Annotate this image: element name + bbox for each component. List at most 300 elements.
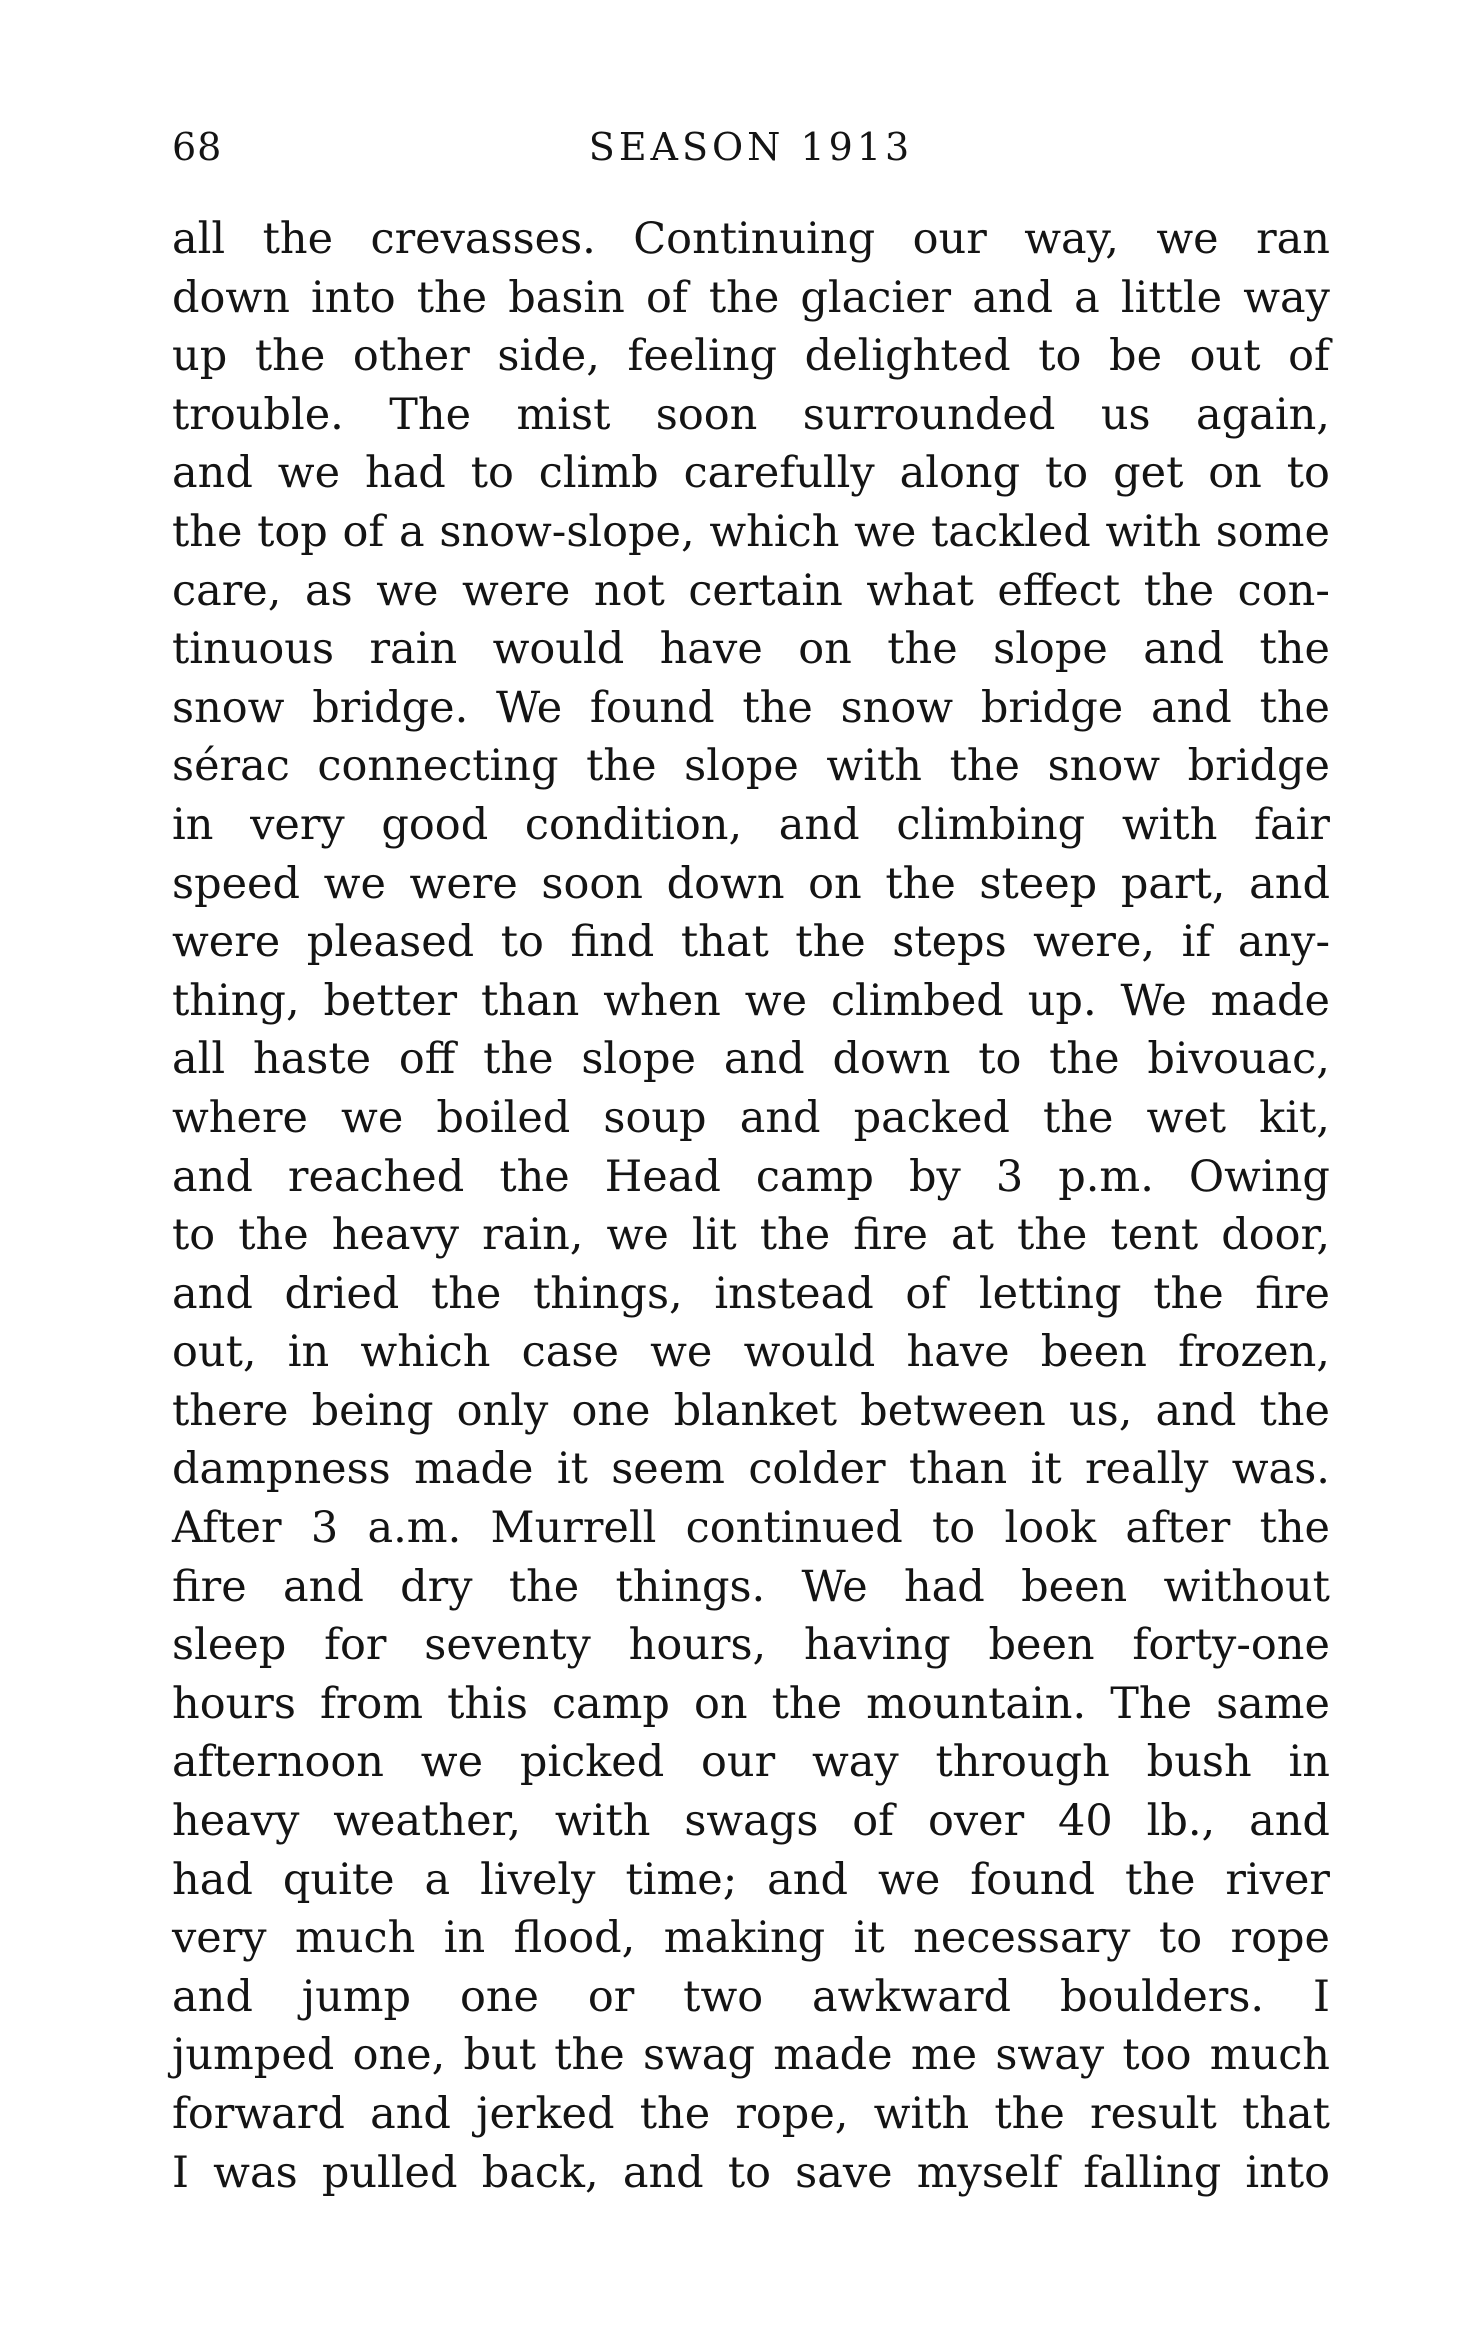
word: when [603, 975, 721, 1026]
word: colder [748, 1444, 886, 1495]
word: jerked [476, 2089, 615, 2139]
word: where [172, 1092, 308, 1143]
word: reached [287, 1151, 465, 1202]
word: lively [480, 1854, 596, 1905]
word: than [908, 1444, 1008, 1495]
word: lit [691, 1210, 737, 1261]
text-line [172, 972, 1330, 1031]
text-line [172, 1733, 1330, 1792]
word: we [878, 1854, 941, 1905]
word: at [950, 1210, 994, 1261]
running-title: SEASON 1913 [588, 125, 914, 169]
word: tackled [931, 506, 1091, 557]
word: that [680, 917, 769, 968]
word: p.m. [1058, 1151, 1154, 1202]
word: seventy [424, 1620, 591, 1671]
word: delighted [804, 331, 1011, 382]
word: in [287, 1327, 330, 1378]
word: sérac [172, 741, 290, 792]
word: which [709, 506, 840, 557]
word: and [1249, 1796, 1330, 1847]
word: glacier [800, 272, 952, 323]
text-line [172, 1206, 1330, 1265]
word: in [443, 1913, 486, 1964]
word: up. [1027, 975, 1097, 1026]
word: of [1288, 331, 1330, 382]
word: if [1181, 917, 1212, 968]
word: the [1259, 1385, 1330, 1436]
word: and [1249, 858, 1330, 909]
word: sleep [172, 1620, 287, 1671]
text-line [172, 1558, 1330, 1617]
text-line [172, 855, 1330, 914]
word: have [659, 624, 763, 675]
word: us [1100, 389, 1151, 440]
word: better [323, 975, 458, 1026]
word: instead [714, 1268, 874, 1319]
word: between [860, 1385, 1046, 1436]
word: the [885, 858, 956, 909]
word: dampness [172, 1444, 391, 1495]
word: what [866, 565, 974, 616]
word: down [172, 272, 290, 323]
word: after [1125, 1503, 1231, 1554]
word: in [172, 799, 214, 850]
word: rope, [735, 2089, 849, 2139]
word: too [1122, 2030, 1192, 2081]
word: climbed [830, 975, 1004, 1026]
word: forty-one [1132, 1620, 1330, 1671]
word: off [398, 1034, 456, 1085]
word: the [1153, 1268, 1224, 1319]
word: and [370, 2089, 451, 2139]
word: way [811, 1737, 899, 1788]
word: mountain. [866, 1678, 1087, 1729]
word: very [250, 799, 345, 850]
word: the [586, 741, 657, 792]
word: back, [481, 2147, 599, 2198]
word: little [1120, 272, 1223, 323]
word: fire [853, 1210, 928, 1261]
word: jump [301, 1971, 412, 2022]
word: pulled [321, 2147, 458, 2198]
word: surrounded [802, 389, 1056, 440]
word: the [1143, 565, 1215, 616]
text-line [172, 444, 1330, 503]
word: We [496, 682, 563, 733]
word: care, [172, 565, 282, 616]
word: Head [604, 1151, 721, 1202]
word: this [447, 1678, 528, 1729]
word: being [311, 1385, 434, 1436]
word: carefully [683, 448, 875, 499]
word: thing, [172, 975, 300, 1026]
word: with [1121, 799, 1218, 850]
word: camp [755, 1151, 874, 1202]
text-line [172, 210, 1330, 269]
word: we [420, 1737, 484, 1788]
word: some [1215, 506, 1330, 557]
word: the [1259, 1503, 1330, 1554]
word: part, [1120, 858, 1226, 909]
word: a [424, 1854, 451, 1905]
text-line [172, 1030, 1330, 1089]
word: door, [1221, 1210, 1330, 1261]
word: forward [172, 2089, 345, 2139]
word: The [389, 389, 472, 440]
word: along [899, 448, 1021, 499]
word: from [319, 1678, 424, 1729]
word: to [727, 2147, 772, 2198]
word: the [1259, 682, 1330, 733]
text-line [172, 327, 1330, 386]
word: continued [685, 1503, 903, 1554]
word: mist [516, 389, 611, 440]
word: certain [688, 565, 843, 616]
word: rain [369, 624, 458, 675]
word: slope [684, 741, 799, 792]
word: kit, [1259, 1092, 1330, 1143]
word: and [778, 799, 860, 850]
word: afternoon [172, 1737, 384, 1788]
word: out, [172, 1327, 257, 1378]
word: would [492, 624, 625, 675]
word: snow [840, 682, 954, 733]
text-line [172, 1499, 1330, 1558]
word: over [927, 1796, 1025, 1847]
word: way [1243, 272, 1330, 323]
word: with [1105, 506, 1202, 557]
word: I [1312, 1971, 1330, 2022]
word: and [723, 1034, 805, 1085]
word: snow [1047, 741, 1161, 792]
word: get [1113, 448, 1184, 499]
word: Murrell [490, 1503, 657, 1554]
word: our [912, 214, 987, 264]
word: and [172, 448, 253, 499]
word: soon [655, 389, 758, 440]
word: down [666, 858, 785, 909]
word: save [795, 2147, 893, 2198]
word: to [978, 1034, 1022, 1085]
word: blanket [673, 1385, 838, 1436]
word: letting [978, 1268, 1122, 1319]
word: to [1038, 331, 1082, 382]
word: or [587, 1971, 635, 2022]
word: we [744, 975, 808, 1026]
word: soon [541, 858, 643, 909]
word: than [480, 975, 580, 1026]
word: lb., [1146, 1796, 1216, 1847]
word: to [470, 448, 514, 499]
word: and [972, 272, 1054, 323]
word: we [376, 565, 439, 616]
word: were [409, 858, 518, 909]
text-line [172, 1968, 1330, 2027]
word: camp [551, 1678, 670, 1729]
word: We [801, 1561, 868, 1612]
word: ran [1256, 214, 1330, 264]
word: river [1225, 1854, 1330, 1905]
word: the [759, 1210, 831, 1261]
word: quite [282, 1854, 395, 1905]
word: way, [1024, 214, 1119, 264]
word: me [910, 2030, 978, 2081]
word: frozen, [1178, 1327, 1330, 1378]
word: haste [252, 1034, 372, 1085]
text-line [172, 620, 1330, 679]
word: with [873, 2089, 970, 2139]
word: we [341, 1092, 404, 1143]
word: that [1242, 2089, 1330, 2139]
word: of [342, 506, 385, 557]
word: we [1156, 214, 1219, 264]
word: Owing [1188, 1151, 1330, 1202]
word: speed [172, 858, 301, 909]
word: to [932, 1503, 976, 1554]
word: found [970, 1854, 1095, 1905]
word: a [399, 506, 425, 557]
text-line [172, 1792, 1330, 1851]
word: time; [625, 1854, 738, 1905]
word: case [521, 1327, 619, 1378]
word: was [213, 2147, 298, 2198]
word: the [639, 2089, 711, 2139]
word: fire [1255, 1268, 1330, 1319]
text-line [172, 1148, 1330, 1207]
word: it [556, 1444, 588, 1495]
word: and [622, 2147, 704, 2198]
text-line [172, 1675, 1330, 1734]
word: have [906, 1327, 1010, 1378]
word: bridge [980, 682, 1124, 733]
text-line [172, 796, 1330, 855]
word: sway [995, 2030, 1105, 2081]
word: the [1259, 624, 1330, 675]
page-number: 68 [172, 125, 223, 169]
word: the [771, 1678, 843, 1729]
word: we [650, 1327, 713, 1378]
word: climb [538, 448, 659, 499]
word: 3 [995, 1151, 1024, 1202]
word: the [887, 624, 958, 675]
word: bush [1146, 1737, 1252, 1788]
word: con- [1237, 565, 1330, 616]
word: the [254, 331, 326, 382]
word: boiled [436, 1092, 571, 1143]
word: snow-slope, [439, 506, 695, 557]
word: tinuous [172, 624, 335, 675]
word: I [172, 2147, 189, 2198]
word: for [324, 1620, 387, 1671]
word: any- [1237, 917, 1330, 968]
text-line [172, 503, 1330, 562]
word: the [430, 1268, 502, 1319]
word: and [172, 1151, 253, 1202]
word: through [935, 1737, 1110, 1788]
word: were [172, 917, 281, 968]
word: making [663, 1913, 826, 1964]
word: the [483, 1034, 554, 1085]
word: climbing [896, 799, 1086, 850]
word: basin [508, 272, 625, 323]
word: there [172, 1385, 289, 1436]
word: with [826, 741, 922, 792]
word: we [323, 858, 386, 909]
word: bridge [1187, 741, 1330, 792]
word: a [1074, 272, 1100, 323]
word: crevasses. [370, 214, 596, 264]
word: been [1021, 1561, 1128, 1612]
word: condition, [524, 799, 743, 850]
word: steep [979, 858, 1098, 909]
text-line [172, 1851, 1330, 1910]
word: slope [581, 1034, 697, 1085]
word: picked [519, 1737, 665, 1788]
word: fair [1254, 799, 1330, 850]
word: the [554, 2030, 625, 2081]
word: had [172, 1854, 253, 1905]
word: of [645, 272, 688, 323]
word: tent [1110, 1210, 1199, 1261]
word: had [364, 448, 446, 499]
word: Continuing [633, 214, 876, 264]
word: which [360, 1327, 491, 1378]
word: and [172, 1268, 253, 1319]
word: into [311, 272, 396, 323]
running-head [172, 125, 1330, 185]
text-line [172, 562, 1330, 621]
text-line [172, 913, 1330, 972]
word: other [352, 331, 470, 382]
word: into [1245, 2147, 1330, 2198]
word: swags [684, 1796, 819, 1847]
word: and [282, 1561, 364, 1612]
word: down [832, 1034, 951, 1085]
word: on [798, 624, 852, 675]
word: one, [352, 2030, 446, 2081]
word: jumped [172, 2030, 335, 2081]
word: out [1189, 331, 1261, 382]
word: as [304, 565, 353, 616]
word: to [172, 1210, 216, 1261]
word: all [172, 1034, 226, 1085]
word: we [277, 448, 341, 499]
text-line [172, 1616, 1330, 1675]
word: to [1158, 1913, 1203, 1964]
word: of [905, 1268, 948, 1319]
word: had [903, 1561, 985, 1612]
body-text [172, 210, 1330, 2202]
word: and [1155, 1385, 1237, 1436]
word: and [1150, 682, 1232, 733]
word: steps [892, 917, 1007, 968]
word: awkward [812, 1971, 1012, 2022]
word: we [854, 506, 917, 557]
word: After [172, 1503, 282, 1554]
word: made [1210, 975, 1330, 1026]
word: us, [1068, 1385, 1133, 1436]
word: the [1124, 1854, 1196, 1905]
word: packed [853, 1092, 1010, 1143]
word: find [570, 917, 655, 968]
word: rain, [482, 1210, 584, 1261]
word: would [743, 1327, 876, 1378]
word: the [1043, 1092, 1114, 1143]
word: the [708, 272, 780, 323]
word: things. [615, 1561, 766, 1612]
word: 3 [310, 1503, 339, 1554]
text-line [172, 1382, 1330, 1441]
word: a.m. [367, 1503, 462, 1554]
word: pleased [306, 917, 475, 968]
word: good [381, 799, 489, 850]
word: really [1084, 1444, 1209, 1495]
word: side, [497, 331, 600, 382]
word: the [262, 214, 334, 264]
text-line [172, 386, 1330, 445]
word: all [172, 214, 226, 264]
word: We [1120, 975, 1187, 1026]
word: of [852, 1796, 895, 1847]
word: and [767, 1854, 849, 1905]
word: only [456, 1385, 549, 1436]
word: two [683, 1971, 764, 2022]
text-line [172, 1909, 1330, 1968]
word: swag [642, 2030, 755, 2081]
word: to [1045, 448, 1089, 499]
word: wet [1146, 1092, 1227, 1143]
text-line [172, 2085, 1330, 2144]
word: top [257, 506, 328, 557]
word: rope [1230, 1913, 1330, 1964]
word: but [463, 2030, 537, 2081]
word: not [593, 565, 665, 616]
word: one [571, 1385, 651, 1436]
text-line [172, 1265, 1330, 1324]
word: same [1216, 1678, 1330, 1729]
word: and [739, 1092, 821, 1143]
word: with [554, 1796, 651, 1847]
word: The [1110, 1678, 1193, 1729]
word: boulders. [1059, 1971, 1265, 2022]
word: one [459, 1971, 539, 2022]
word: fire [172, 1561, 247, 1612]
text-line [172, 679, 1330, 738]
word: necessary [913, 1913, 1131, 1964]
word: seem [611, 1444, 725, 1495]
word: the [238, 1210, 309, 1261]
word: slope [993, 624, 1108, 675]
word: found [589, 682, 715, 733]
word: the [508, 1561, 580, 1612]
word: the [1016, 1210, 1088, 1261]
word: without [1163, 1561, 1330, 1612]
text-line [172, 1089, 1330, 1148]
word: snow [172, 682, 285, 733]
word: heavy [172, 1796, 300, 1847]
word: to [1286, 448, 1330, 499]
word: trouble. [172, 389, 344, 440]
word: bridge. [312, 682, 469, 733]
word: the [795, 917, 866, 968]
word: made [773, 2030, 893, 2081]
word: it [1030, 1444, 1062, 1495]
word: things, [533, 1268, 683, 1319]
word: and [172, 1971, 253, 2022]
word: the [416, 272, 488, 323]
word: were [462, 565, 571, 616]
